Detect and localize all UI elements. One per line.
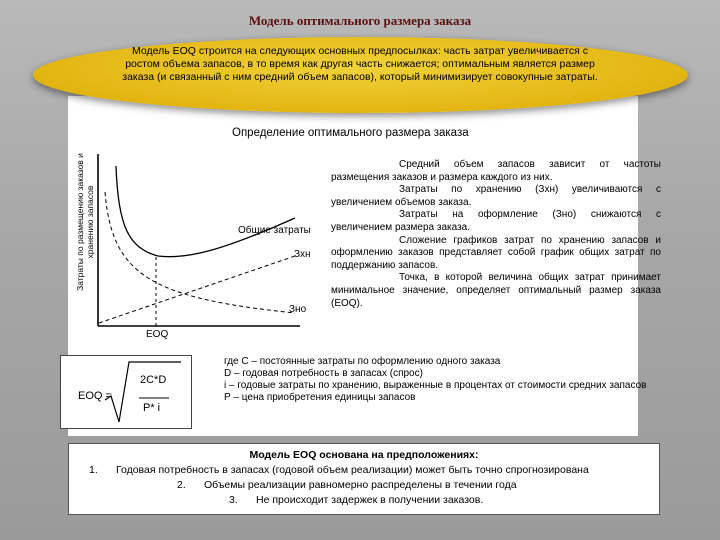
- legend-line: Р – цена приобретения единицы запасов: [224, 392, 416, 403]
- assumption-text: Объемы реализации равномерно распределены в течении года: [204, 479, 517, 491]
- formula-legend: [198, 356, 648, 404]
- y-axis-label: Затраты по размещению заказов и хранению запасов: [75, 153, 95, 291]
- total-cost-curve: [116, 166, 295, 257]
- assumption-number: 3.: [229, 494, 238, 506]
- ordering-cost-label: Зно: [289, 304, 307, 315]
- assumption-number: 2.: [177, 479, 186, 491]
- assumptions-box: [68, 443, 660, 515]
- eoq-label: EOQ: [146, 329, 169, 340]
- holding-cost-line: [99, 256, 295, 323]
- formula-denominator: P* i: [143, 402, 161, 414]
- formula-lhs: EOQ =: [78, 390, 112, 402]
- explanation-paragraph: Затраты на оформление (Зно) снижаются с увеличением размера заказа.: [331, 209, 661, 233]
- holding-cost-label: Зхн: [294, 249, 311, 260]
- explanation-paragraph: Сложение графиков затрат по хранению запасов и оформлению заказов представляет собой график общих затрат по поддержанию запасов.: [331, 234, 661, 271]
- explanation-text: [331, 159, 661, 310]
- explanation-paragraph: Точка, в которой величина общих затрат принимает минимальное значение, определяет оптимальный размер заказа (EOQ).: [331, 272, 661, 309]
- eoq-chart: [90, 150, 330, 342]
- legend-line: D – годовая потребность в запасах (спрос): [224, 368, 423, 379]
- intro-text: Модель EOQ строится на следующих основных предпосылках: часть затрат увеличивается с ростом объема запасов, в то время как другая часть снижается; оптимальным является размер заказа (и связанный с ним средний объем запасов), который минимизирует совокупные затраты.: [122, 45, 598, 83]
- assumptions-title: Модель EOQ основана на предположениях:: [249, 449, 479, 461]
- total-cost-label: Общие затраты: [238, 225, 311, 236]
- explanation-paragraph: Средний объем запасов зависит от частоты размещения заказов и размера каждого из них.: [331, 159, 661, 183]
- legend-line: i – годовые затраты по хранению, выраженные в процентах от стоимости средних запасов: [224, 380, 647, 391]
- assumption-number: 1.: [89, 464, 98, 476]
- panel-heading: Определение оптимального размера заказа: [232, 127, 469, 139]
- explanation-paragraph: Затраты по хранению (Зхн) увеличиваются с увеличением объемов заказа.: [331, 184, 661, 208]
- assumption-text: Годовая потребность в запасах (годовой объем реализации) может быть точно спрогнозирована: [116, 464, 589, 476]
- slide-title: Модель оптимального размера заказа: [248, 13, 472, 28]
- legend-line: где С – постоянные затраты по оформлению одного заказа: [224, 356, 501, 367]
- formula-numerator: 2C*D: [140, 374, 167, 386]
- assumption-text: Не происходит задержек в получении заказов.: [256, 494, 484, 506]
